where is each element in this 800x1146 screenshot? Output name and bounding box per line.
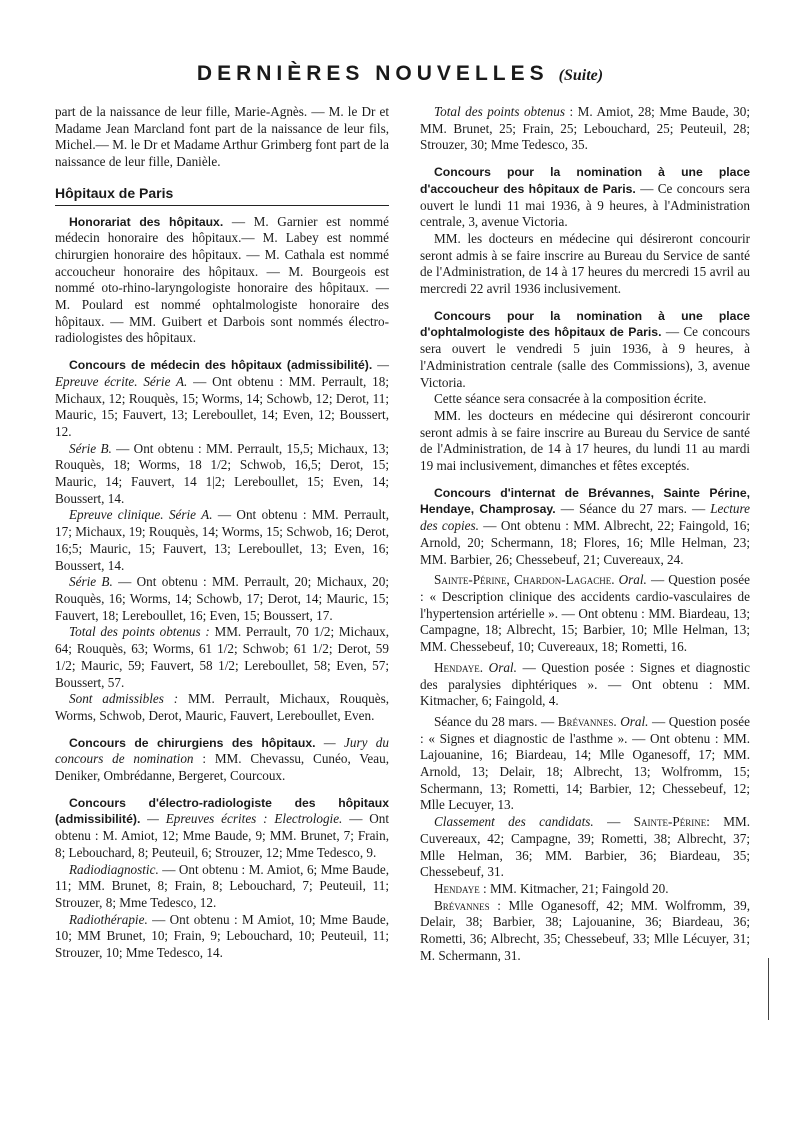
page-title-suite: (Suite): [558, 67, 604, 84]
accoucheur-heading: Concours pour la nomination à une place d'accoucheur des hôpitaux de Paris.: [420, 165, 750, 196]
page-header: [0, 62, 800, 86]
internat-paragraph: Concours d'internat de Brévannes, Sainte Périne, Hendaye, Champrosay. — Séance du 27 mars. — Lecture des copies. — Ont obtenu : MM. Albrecht, 22; Faingold, 16; Arnold, 20; Schermann, 18; Flores, 16; Mlle Helman, 23; MM. Barbier, 26; Chessebeuf, 21; Cuvereaux, 24.: [420, 485, 750, 567]
serie-b-paragraph: Série B. — Ont obtenu : MM. Perrault, 15,5; Michaux, 13; Rouquès, 18; Worms, 18 1/2; Schwob, 16,5; Derot, 15; Mauric, 14; Fauvert, 14 1|2; Lereboullet, 15; Even, 14; Boussert, 14.: [55, 440, 389, 506]
medecin-heading: Concours de médecin des hôpitaux (admissibilité).: [69, 358, 373, 373]
honorariat-paragraph: Honorariat des hôpitaux. — M. Garnier est nommé médecin honoraire des hôpitaux.— M. Labey est nommé chirurgien honoraire des hôpitaux. — M. Cathala est nommé accoucheur honoraire des hôpitaux. — M. Bourgeois est nommé oto-rhino-laryngologiste honoraire des hôpitaux. — M. Poulard est nommé ophtalmologiste honoraire des hôpitaux. — MM. Guibert et Darbois sont nommés électro-radiologistes des hôpitaux.: [55, 213, 390, 346]
ophtalmo-paragraph: Concours pour la nomination à une place d'ophtalmologiste des hôpitaux de Paris. — Ce concours sera ouvert le vendredi 5 juin 1936, à 9 heures, à l'Administration centrale (salle des Commissions), 3, avenue Victoria.: [420, 308, 750, 390]
total-paragraph: Total des points obtenus : MM. Perrault, 70 1/2; Michaux, 64; Rouquès, 63; Worms, 61 1/2; Schwob; 61 1/2; Derot, 59 1/2; Mauric, 59; Fauvert, 58 1/2; Lereboullet, 58; Even, 57; Boussert, 57.: [55, 624, 390, 690]
margin-rule: [768, 958, 769, 1020]
accoucheur-paragraph-2: MM. les docteurs en médecine qui désireront concourir seront admis à se faire inscrire au Bureau du Service de santé de l'Administration, de 14 à 17 heures du mercredi 15 avril au mercredi 22 avril 1936 inclusivement.: [420, 230, 750, 297]
total-electro-paragraph: Total des points obtenus : M. Amiot, 28; Mme Baude, 30; MM. Brunet, 25; Frain, 25; Lebouchard, 25; Peuteuil, 28; Strouzer, 30; Mme Tedesco, 35.: [420, 104, 751, 153]
radiotherapie-paragraph: Radiothérapie. — Ont obtenu : M Amiot, 10; Mme Baude, 10; MM Brunet, 10; Frain, 9; Lebouchard, 10; Peuteuil, 11; Strouzer, 10; Mme Tedesco, 14.: [55, 911, 389, 961]
chirurgiens-heading: Concours de chirurgiens des hôpitaux.: [69, 735, 316, 750]
serie-b2-paragraph: Série B. — Ont obtenu : MM. Perrault, 20; Michaux, 20; Rouquès, 16; Worms, 14; Schowb, 17; Derot, 14; Mauric, 15; Fauvert, 18; Lereboullet, 16; Even, 15; Boussert, 17.: [55, 574, 389, 623]
honorariat-heading: Honorariat des hôpitaux.: [69, 214, 224, 229]
hendaye-paragraph: Hendaye. Oral. — Question posée : Signes et diagnostic des paralysies diphtériques ». — Ont obtenu : MM. Kitmacher, 6; Faingold, 4.: [420, 659, 750, 709]
page-title: DERNIÈRES NOUVELLES: [196, 62, 549, 85]
electro-paragraph: Concours d'électro-radiologiste des hôpitaux (admissibilité). — Epreuves écrites : Electrologie. — Ont obtenu : M. Amiot, 12; Mme Baude, 9; MM. Brunet, 7; Frain, 8; Lebouchard, 8; Peuteuil, 6; Strouzer, 12; Mme Tedesco, 9.: [55, 795, 389, 860]
ophtalmo-heading: Concours pour la nomination à une place d'ophtalmologiste des hôpitaux de Paris.: [420, 308, 750, 340]
left-column: [55, 104, 389, 962]
electro-heading: Concours d'électro-radiologiste des hôpitaux (admissibilité).: [55, 795, 389, 827]
accoucheur-paragraph: Concours pour la nomination à une place d'accoucheur des hôpitaux de Paris. — Ce concours sera ouvert le lundi 11 mai 1936, à 9 heures, à l'Administration centrale, 3, avenue Victoria.: [420, 165, 750, 230]
section-title: Hôpitaux de Paris: [55, 185, 389, 206]
right-column: [420, 104, 750, 964]
classement-paragraph: Classement des candidats. — Sainte-Périne: MM. Cuvereaux, 42; Campagne, 39; Rometti, 38; Albrecht, 37; Mlle Helman, 36; MM. Barbier, 36; Biardeau, 35; Chessebeuf, 31.: [420, 814, 750, 880]
hendaye-classement-paragraph: Hendaye : MM. Kitmacher, 21; Faingold 20.: [434, 880, 669, 896]
ophtalmo-paragraph-3: MM. les docteurs en médecine qui désireront concourir seront admis à se faire inscrire au Bureau du Service de santé de l'Administration, de 14 à 17 heures, du lundi 11 au mardi 19 mai inclusivement, dimanches et fêtes exceptés.: [420, 407, 750, 474]
sainte-perine-paragraph: Sainte-Périne, Chardon-Lagache. Oral. — Question posée : « Description clinique des accidents cardio-vasculaires de l'hypertension artérielle ». — Ont obtenu : MM. Biardeau, 13; Campagne, 18; Albrecht, 15; Barbier, 10; Mlle Helman, 13; MM. Chessebeuf, 10; Cuvereaux, 18; Rometti, 16.: [420, 572, 750, 655]
ophtalmo-paragraph-2: Cette séance sera consacrée à la composition écrite.: [434, 391, 707, 407]
seance-28-paragraph: Séance du 28 mars. — Brévannes. Oral. — Question posée : « Signes et diagnostic de l'asthme ». — Ont obtenu : MM. Lajouanine, 16; Biardeau, 14; Mlle Oganesoff, 17; MM. Arnold, 13; Delair, 18; Albrecht, 13; Wolfromm, 15; Schermann, 13; Rometti, 14; Barbier, 12; Chessebeuf, 12; Mlle Lecuyer, 13.: [420, 713, 750, 813]
intro-paragraph: part de la naissance de leur fille, Marie-Agnès. — M. le Dr et Madame Jean Marcland font part de la naissance de leur fils, Michel.— M. le Dr et Madame Arthur Grimberg font part de la naissance de leur fille, Danièle.: [55, 104, 389, 170]
medecin-paragraph: Concours de médecin des hôpitaux (admissibilité). — Epreuve écrite. Série A. — Ont obtenu : MM. Perrault, 18; Michaux, 12; Rouquès, 15; Worms, 14; Schowb, 12; Derot, 11; Mauric, 15; Fauvert, 13; Lereboullet, 14; Even, 12; Boussert, 12.: [55, 357, 390, 439]
radiodiagnostic-paragraph: Radiodiagnostic. — Ont obtenu : M. Amiot, 6; Mme Baude, 11; MM. Brunet, 8; Frain, 8; Lebouchard, 7; Peuteuil, 11; Strouzer, 8; Mme Tedesco, 12.: [55, 861, 389, 910]
internat-heading: Concours d'internat de Brévannes, Sainte Périne, Hendaye, Champrosay.: [420, 485, 750, 517]
clinique-paragraph: Epreuve clinique. Série A. — Ont obtenu : MM. Perrault, 17; Michaux, 19; Rouquès, 14; Worms, 15; Schwob, 16; Derot, 16;5; Mauric, 15; Fauvert, 13; Lereboullet, 13; Even, 16; Boussert, 14.: [55, 507, 389, 573]
admissibles-paragraph: Sont admissibles : MM. Perrault, Michaux, Rouquès, Worms, Schwob, Derot, Mauric, Fauvert, Lereboullet, Even.: [55, 691, 390, 723]
chirurgiens-paragraph: Concours de chirurgiens des hôpitaux. — Jury du concours de nomination : MM. Chevassu, Cunéo, Veau, Deniker, Ombrédanne, Bergeret, Courcoux.: [55, 734, 390, 784]
brevannes-classement-paragraph: Brévannes : Mlle Oganesoff, 42; MM. Wolfromm, 39, Delair, 38; Barbier, 38; Lajouanine, 36; Biardeau, 36; Rometti, 36; Albrecht, 35; Chessebeuf, 33; Mlle Lécuyer, 31; M. Schermann, 31.: [420, 897, 750, 963]
